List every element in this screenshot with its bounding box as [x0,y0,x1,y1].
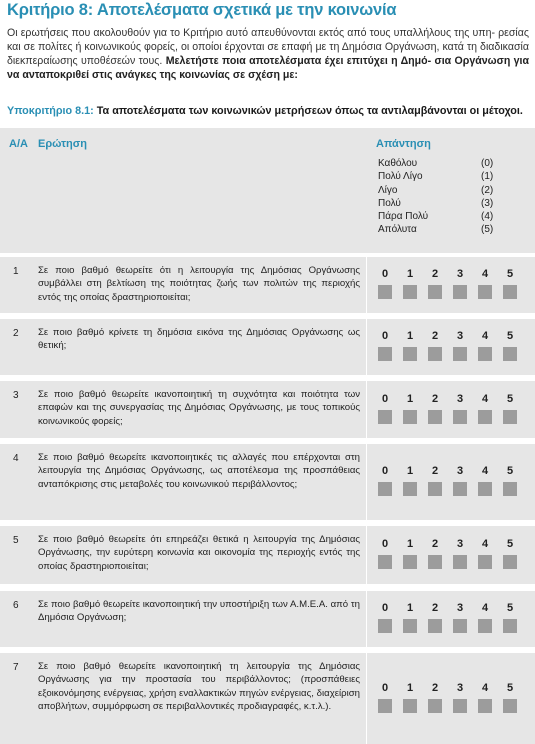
rating-option[interactable] [503,267,517,299]
scale-code: (3) [481,197,494,209]
rating-checkbox[interactable] [378,410,392,424]
rating-option[interactable] [428,681,442,713]
column-header-number: Α/Α [9,138,28,150]
column-divider [366,526,367,584]
rating-value: 2 [431,538,439,550]
rating-value: 5 [506,465,514,477]
rating-value: 4 [481,393,489,405]
rating-checkbox[interactable] [453,619,467,633]
rating-checkbox[interactable] [403,482,417,496]
table-row [0,526,535,584]
question-text: Σε ποιο βαθμό θεωρείτε ικανοποιητικές τις αλλαγές που επέρχονται στη λειτουργία της Δημόσιας Οργάνωσης, ως αποτέλεσμα της προσπάθειας ανταπόκρισης στις μεταβολές του κοινωνικού περιβάλλοντος; [38,452,360,490]
rating-option[interactable] [478,681,492,713]
rating-option[interactable] [428,537,442,569]
rating-checkbox[interactable] [453,347,467,361]
question-text: Σε ποιο βαθμό θεωρείτε ικανοποιητική τη συχνότητα και ποιότητα των επαφών και της συνεργασίας της Δημόσιας Οργάνωσης, με τους τοπικούς κοινωνικούς φορείς; [38,389,360,427]
rating-option[interactable] [403,392,417,424]
column-divider [366,444,367,520]
rating-value: 5 [506,538,514,550]
rating-option[interactable] [453,464,467,496]
rating-options [378,392,518,426]
rating-checkbox[interactable] [503,699,517,713]
rating-value: 5 [506,393,514,405]
rating-value: 2 [431,330,439,342]
rating-value: 4 [481,602,489,614]
rating-checkbox[interactable] [428,482,442,496]
intro-paragraph [7,26,529,82]
table-row [0,653,535,744]
column-divider [366,257,367,313]
column-divider [366,319,367,375]
rating-option[interactable] [453,329,467,361]
intro-bold-1: Μελετήστε ποια αποτελέσματα έχει επιτύχει η Δημό- [165,55,432,67]
rating-option[interactable] [378,267,392,299]
scale-item [378,211,503,224]
rating-checkbox[interactable] [428,555,442,569]
rating-checkbox[interactable] [403,555,417,569]
rating-value: 1 [406,465,414,477]
rating-checkbox[interactable] [503,482,517,496]
scale-label: Πάρα Πολύ [378,211,429,223]
question-number: 1 [13,266,19,277]
table-row [0,444,535,520]
subcriterion-label: Υποκριτήριο 8.1: [7,105,94,117]
rating-checkbox[interactable] [428,285,442,299]
question-text: Σε ποιο βαθμό θεωρείτε ικανοποιητική τη λειτουργία της Δημόσιας Οργάνωσης για την προστασία του περιβάλλοντος; (προσπάθειες εξοικονόμησης ενέργειας, χρήση εναλλακτικών πηγών ενέργειας, διαχείριση αποβλήτων, συμμόρφωση σε περιβαλλοντικές προδιαγραφές, κ.τ.λ.). [38,661,360,713]
rating-option[interactable] [478,537,492,569]
rating-checkbox[interactable] [503,285,517,299]
rating-option[interactable] [453,601,467,633]
rating-checkbox[interactable] [428,347,442,361]
rating-value: 0 [381,268,389,280]
rating-option[interactable] [453,392,467,424]
question-number: 6 [13,600,19,611]
rating-value: 0 [381,682,389,694]
rating-value: 3 [456,330,464,342]
rating-checkbox[interactable] [503,347,517,361]
rating-checkbox[interactable] [428,699,442,713]
rating-value: 4 [481,682,489,694]
table-row [0,257,535,313]
scale-label: Λίγο [378,184,398,196]
rating-value: 2 [431,465,439,477]
rating-option[interactable] [378,681,392,713]
scale-item [378,198,503,211]
question-number: 2 [13,328,19,339]
rating-value: 5 [506,682,514,694]
scale-code: (1) [481,171,494,183]
rating-checkbox[interactable] [378,482,392,496]
rating-value: 2 [431,393,439,405]
rating-value: 0 [381,393,389,405]
table-row [0,381,535,438]
rating-checkbox[interactable] [403,347,417,361]
rating-option[interactable] [403,464,417,496]
intro-line-2: ρεσίας και σε πολίτες ή κοινωνικούς φορείς, οι οποίοι έρχονται σε επαφή με τη Δημόσια Οργάνωση, κατά [7,27,529,53]
rating-option[interactable] [403,267,417,299]
rating-option[interactable] [403,601,417,633]
rating-value: 3 [456,465,464,477]
rating-checkbox[interactable] [378,555,392,569]
rating-checkbox[interactable] [453,699,467,713]
rating-checkbox[interactable] [478,619,492,633]
rating-checkbox[interactable] [478,699,492,713]
rating-value: 3 [456,602,464,614]
rating-value: 5 [506,330,514,342]
rating-option[interactable] [503,681,517,713]
rating-options [378,601,518,635]
rating-checkbox[interactable] [403,410,417,424]
rating-options [378,464,518,498]
question-number: 3 [13,390,19,401]
rating-value: 4 [481,268,489,280]
column-header-answer: Απάντηση [376,138,431,150]
rating-option[interactable] [453,537,467,569]
scale-code: (0) [481,158,494,169]
rating-value: 2 [431,268,439,280]
rating-option[interactable] [478,329,492,361]
rating-checkbox[interactable] [378,619,392,633]
question-text: Σε ποιο βαθμό κρίνετε τη δημόσια εικόνα της Δημόσιας Οργάνωσης ως θετική; [38,327,360,352]
subcriterion-text: Τα αποτελέσματα των κοινωνικών μετρήσεων όπως τα αντιλαμβάνονται οι μέτοχοι. [93,105,523,117]
scale-label: Πολύ [378,197,401,209]
rating-option[interactable] [378,392,392,424]
rating-options [378,537,518,571]
scale-label: Απόλυτα [378,224,417,236]
rating-option[interactable] [503,537,517,569]
rating-value: 2 [431,602,439,614]
question-text: Σε ποιο βαθμό θεωρείτε ότι η λειτουργία της Δημόσιας Οργάνωσης συμβάλλει στη βελτίωση της ποιότητας ζωής των πολιτών της περιοχής εντός της οποίας δραστηριοποιείται; [38,265,360,303]
rating-value: 0 [381,330,389,342]
rating-checkbox[interactable] [478,285,492,299]
rating-option[interactable] [503,464,517,496]
rating-option[interactable] [403,329,417,361]
scale-label: Καθόλου [378,158,418,169]
rating-value: 1 [406,268,414,280]
scale-code: (5) [481,224,494,236]
question-number: 7 [13,662,19,673]
rating-value: 3 [456,393,464,405]
intro-bold-2: σια Οργάνωση για να ανταποκριθεί στις ανάγκες της κοινωνίας σε σχέση με: [7,55,529,81]
rating-options [378,681,518,715]
rating-checkbox[interactable] [428,410,442,424]
rating-value: 0 [381,538,389,550]
table-header [0,128,535,253]
rating-checkbox[interactable] [403,285,417,299]
rating-checkbox[interactable] [453,285,467,299]
rating-value: 1 [406,682,414,694]
rating-option[interactable] [428,267,442,299]
rating-option[interactable] [503,601,517,633]
rating-checkbox[interactable] [378,699,392,713]
scale-code: (4) [481,211,494,223]
column-divider [366,381,367,438]
table-row [0,319,535,375]
rating-options [378,267,518,301]
page-title: Κριτήριο 8: Αποτελέσματα σχετικά με την κοινωνία [7,1,397,19]
rating-value: 0 [381,602,389,614]
rating-option[interactable] [453,267,467,299]
rating-value: 1 [406,538,414,550]
rating-options [378,329,518,363]
subcriterion-heading [7,105,532,117]
rating-checkbox[interactable] [478,410,492,424]
rating-checkbox[interactable] [453,482,467,496]
rating-value: 1 [406,393,414,405]
column-divider [366,591,367,647]
rating-checkbox[interactable] [403,699,417,713]
rating-value: 3 [456,538,464,550]
question-number: 4 [13,453,19,464]
rating-value: 1 [406,330,414,342]
rating-value: 3 [456,268,464,280]
scale-code: (2) [481,184,494,196]
rating-option[interactable] [378,601,392,633]
rating-option[interactable] [378,329,392,361]
rating-option[interactable] [428,329,442,361]
rating-option[interactable] [428,464,442,496]
rating-value: 4 [481,538,489,550]
scale-item [378,224,503,237]
rating-checkbox[interactable] [503,619,517,633]
rating-checkbox[interactable] [478,347,492,361]
rating-option[interactable] [403,537,417,569]
question-number: 5 [13,535,19,546]
rating-option[interactable] [478,601,492,633]
rating-option[interactable] [428,392,442,424]
column-header-question: Ερώτηση [38,138,88,150]
intro-line-1: Οι ερωτήσεις που ακολουθούν για το Κριτήριο αυτό απευθύνονται εκτός από τους υπαλλήλους της υπη- [7,27,495,39]
rating-checkbox[interactable] [478,482,492,496]
rating-option[interactable] [503,329,517,361]
question-text: Σε ποιο βαθμό θεωρείτε ότι επηρεάζει θετικά η λειτουργία της Δημόσιας Οργάνωσης, την ευρύτερη κοινωνία και οικονομία της περιοχής εντός της οποίας δραστηριοποιείται; [38,534,360,572]
intro-line-3: τη διαδικασία διεκπεραίωσης υποθέσεών τους. [7,41,529,67]
rating-checkbox[interactable] [478,555,492,569]
rating-value: 3 [456,682,464,694]
scale-label: Πολύ Λίγο [378,171,423,183]
rating-checkbox[interactable] [503,555,517,569]
rating-value: 5 [506,602,514,614]
scale-item [378,171,503,184]
rating-value: 2 [431,682,439,694]
rating-scale-legend [378,158,503,238]
rating-value: 5 [506,268,514,280]
rating-checkbox[interactable] [403,619,417,633]
question-text: Σε ποιο βαθμό θεωρείτε ικανοποιητική την υποστήριξη των Α.Μ.Ε.Α. από τη Δημόσια Οργάνωση; [38,599,360,624]
rating-checkbox[interactable] [503,410,517,424]
rating-checkbox[interactable] [378,285,392,299]
rating-checkbox[interactable] [378,347,392,361]
rating-option[interactable] [478,267,492,299]
rating-checkbox[interactable] [428,619,442,633]
rating-option[interactable] [478,392,492,424]
scale-item [378,185,503,198]
questionnaire-table [0,128,535,744]
table-row [0,591,535,647]
column-divider [366,653,367,744]
rating-value: 4 [481,465,489,477]
rating-value: 4 [481,330,489,342]
rating-option[interactable] [478,464,492,496]
rating-value: 1 [406,602,414,614]
rating-checkbox[interactable] [453,555,467,569]
rating-option[interactable] [453,681,467,713]
rating-checkbox[interactable] [453,410,467,424]
rating-option[interactable] [378,464,392,496]
rating-value: 0 [381,465,389,477]
rating-option[interactable] [503,392,517,424]
rating-option[interactable] [378,537,392,569]
scale-item [378,158,503,171]
rating-option[interactable] [403,681,417,713]
rating-option[interactable] [428,601,442,633]
